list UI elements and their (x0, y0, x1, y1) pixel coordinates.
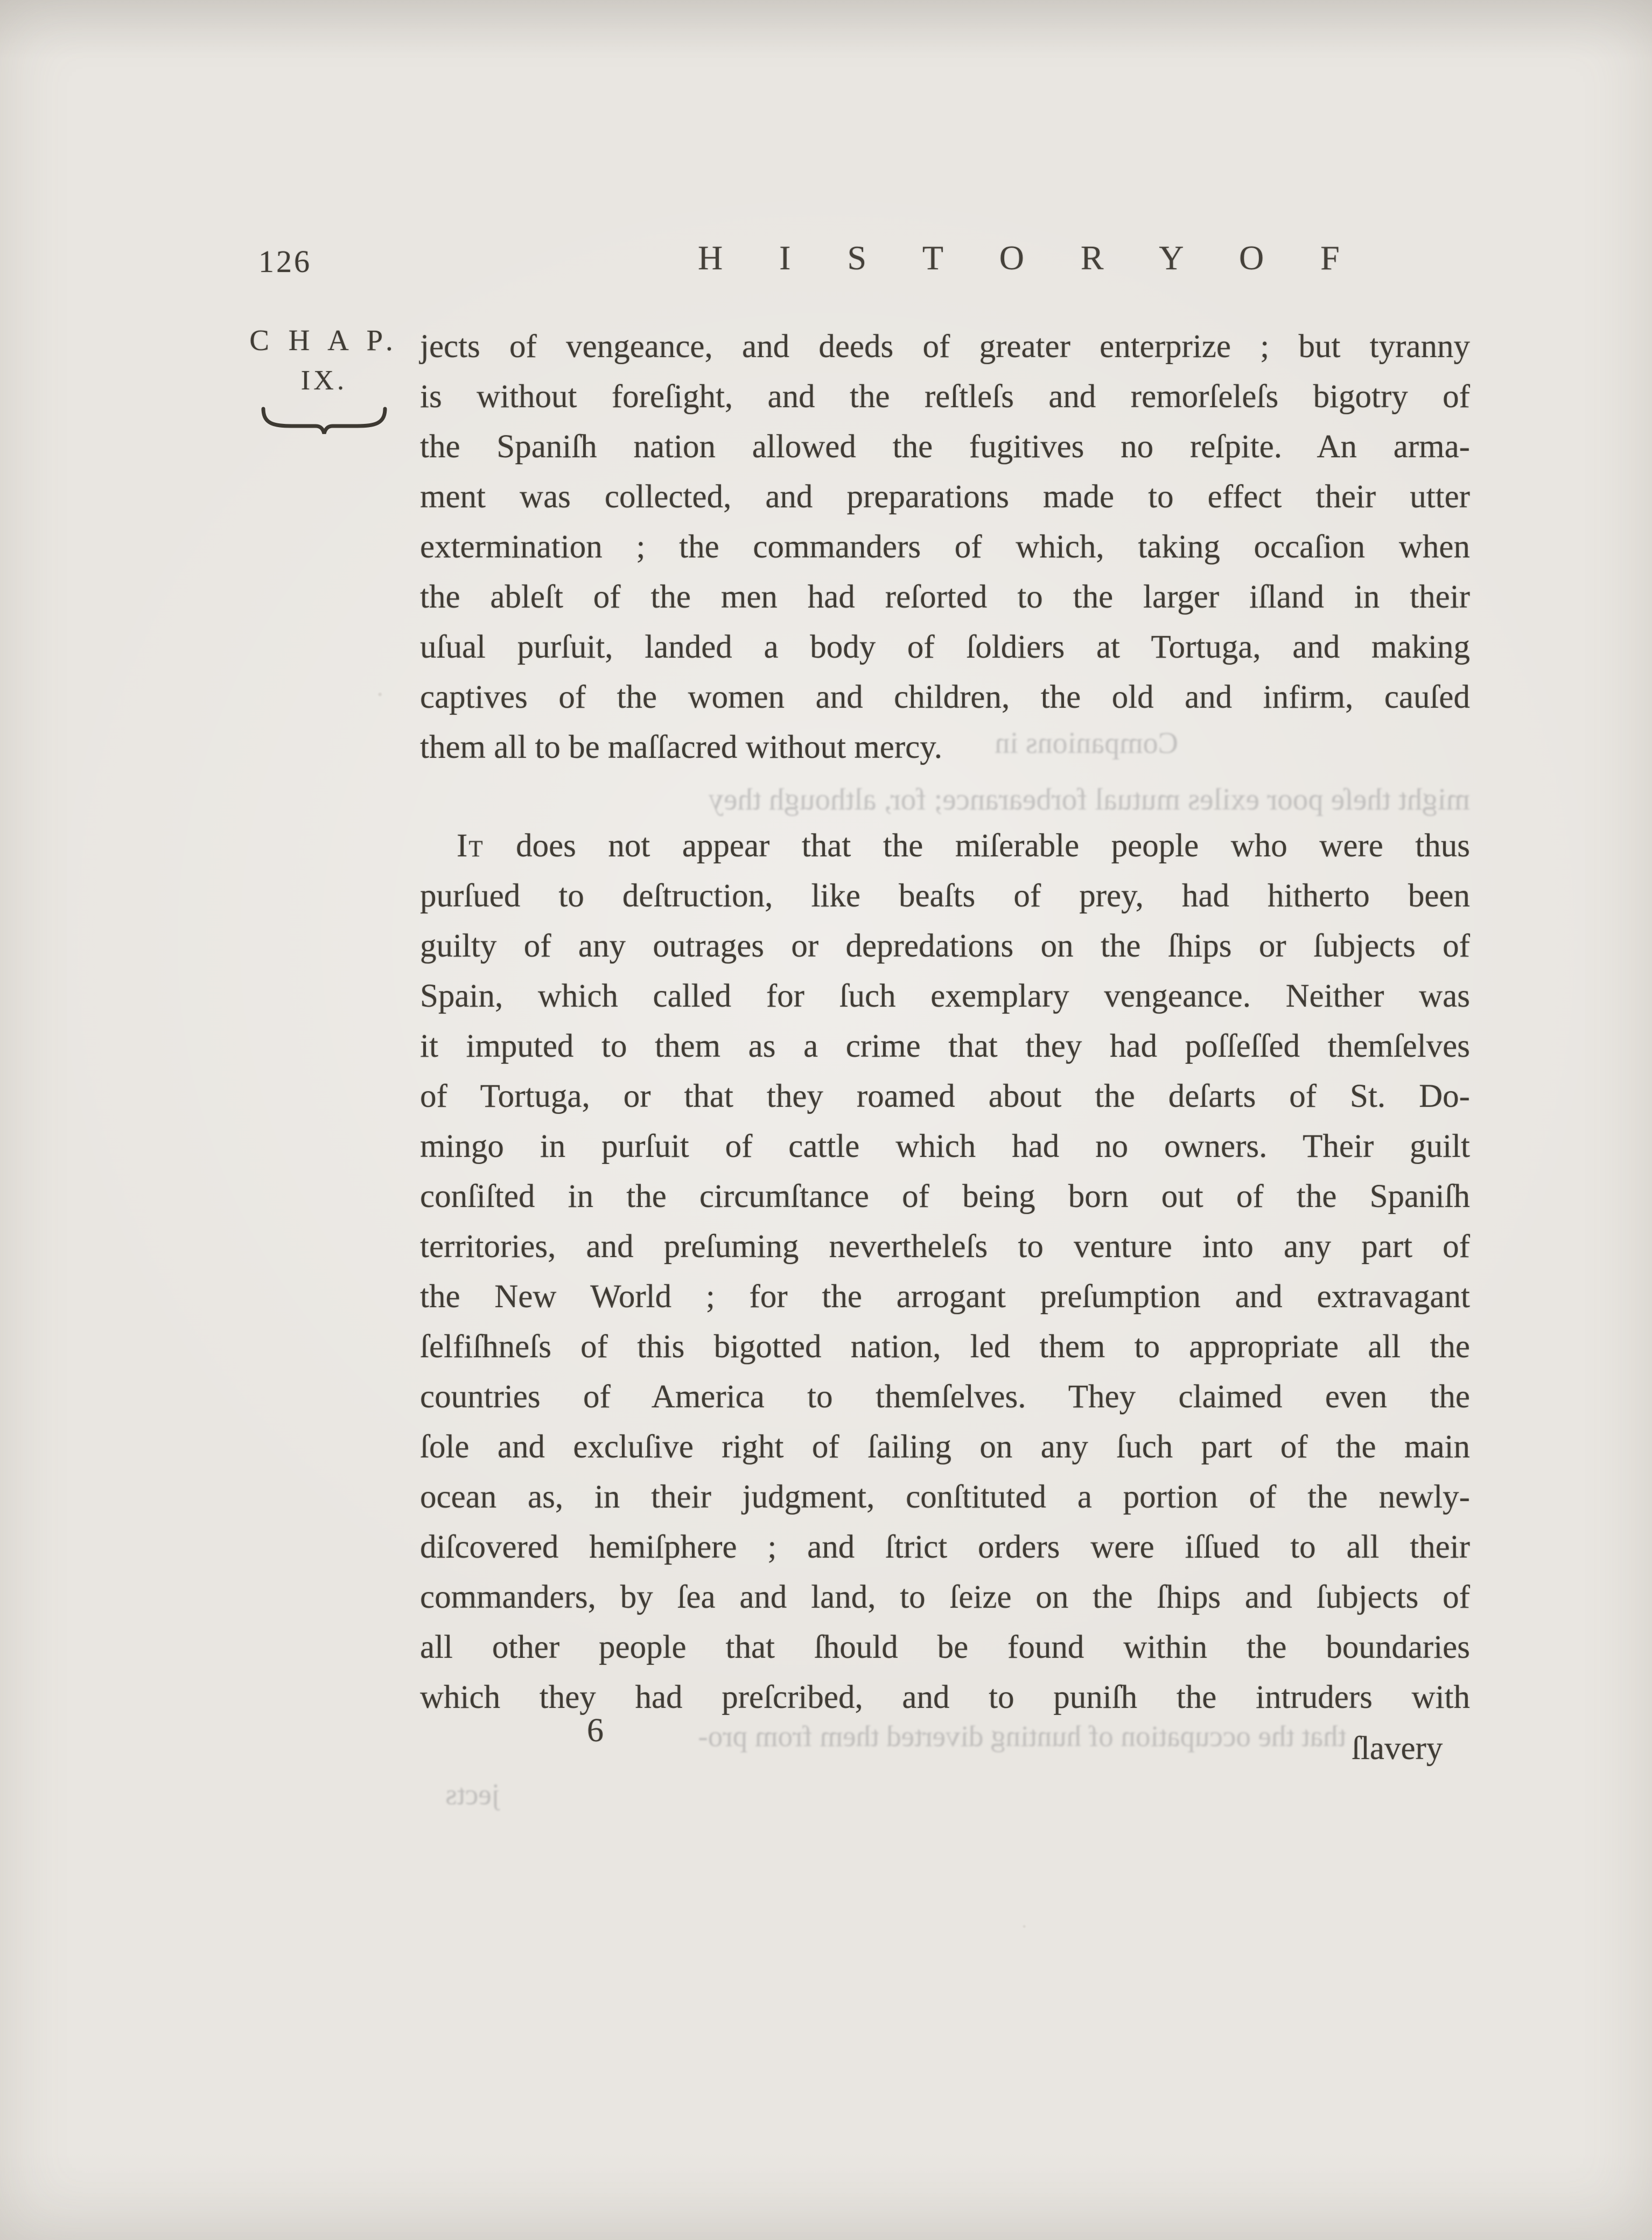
text-line: countries of America to themſelves. They claimed even the (420, 1379, 1470, 1415)
text-line: jects of vengeance, and deeds of greater enterprize ; but tyranny (420, 329, 1470, 365)
text-line: ment was collected, and preparations made to effect their utter (420, 479, 1470, 515)
chapter-marginal (243, 323, 405, 437)
text-line: the Spaniſh nation allowed the fugitives no reſpite. An arma- (420, 429, 1470, 465)
bleedthrough-fragment: Companions in (995, 727, 1178, 760)
text-line (420, 821, 1470, 871)
running-head: H I S T O R Y O F (698, 239, 1354, 277)
chapter-brace-icon (260, 404, 389, 437)
text-line: purſued to deſtruction, like beaſts of prey, had hitherto been (420, 878, 1470, 914)
bleedthrough-word-bottom: jects (445, 1778, 500, 1811)
text-line: of Tortuga, or that they roamed about the deſarts of St. Do- (420, 1078, 1470, 1114)
text-line: is without foreſight, and the reſtleſs and remorſeleſs bigotry of (420, 379, 1470, 415)
paragraph-2 (420, 821, 1470, 1722)
text-line: which they had preſcribed, and to puniſh the intruders with (420, 1679, 1470, 1715)
text-line: all other people that ſhould be found within the boundaries (420, 1629, 1470, 1665)
text-line: ocean as, in their judgment, conſtituted a portion of the newly- (420, 1479, 1470, 1515)
text-line: commanders, by ſea and land, to ſeize on the ſhips and ſubjects of (420, 1579, 1470, 1615)
chapter-label: C H A P. (249, 324, 399, 357)
text-line-rest: does not appear that the miſerable people who were thus (484, 828, 1470, 864)
page-number: 126 (258, 244, 312, 279)
text-line: ſole and excluſive right of ſailing on any ſuch part of the main (420, 1429, 1470, 1465)
catchword: ſlavery (1352, 1730, 1443, 1767)
text-line: uſual purſuit, landed a body of ſoldiers at Tortuga, and making (420, 629, 1470, 665)
text-line: it imputed to them as a crime that they had poſſeſſed themſelves (420, 1028, 1470, 1064)
text-line: territories, and preſuming nevertheleſs to venture into any part of (420, 1229, 1470, 1265)
text-line: conſiſted in the circumſtance of being born out of the Spaniſh (420, 1178, 1470, 1215)
paragraph-lead-smallcaps: It (457, 828, 484, 864)
text-line: the ableſt of the men had reſorted to the larger iſland in their (420, 579, 1470, 615)
paragraph-1 (420, 322, 1470, 772)
text-line: guilty of any outrages or depredations on the ſhips or ſubjects of (420, 928, 1470, 964)
text-line: diſcovered hemiſphere ; and ſtrict orders were iſſued to all their (420, 1529, 1470, 1565)
text-line: ſelfiſhneſs of this bigotted nation, led them to appropriate all the (420, 1329, 1470, 1365)
press-figure: 6 (587, 1712, 604, 1749)
text-line: extermination ; the commanders of which, taking occaſion when (420, 529, 1470, 565)
text-line: mingo in purſuit of cattle which had no owners. Their guilt (420, 1128, 1470, 1164)
text-line: them all to be maſſacred without mercy. (420, 729, 943, 765)
bleedthrough-line-mid: might theſe poor exiles mutual forbearance; for, although they (708, 783, 1470, 817)
page-text (420, 322, 1470, 1722)
text-line: the New World ; for the arrogant preſumption and extravagant (420, 1279, 1470, 1315)
text-line: Spain, which called for ſuch exemplary vengeance. Neither was (420, 978, 1470, 1014)
bleedthrough-line-bottom: that the occupation of hunting diverted them from pro- (698, 1720, 1346, 1753)
chapter-numeral: IX. (300, 365, 348, 396)
text-line: captives of the women and children, the old and infirm, cauſed (420, 679, 1470, 715)
